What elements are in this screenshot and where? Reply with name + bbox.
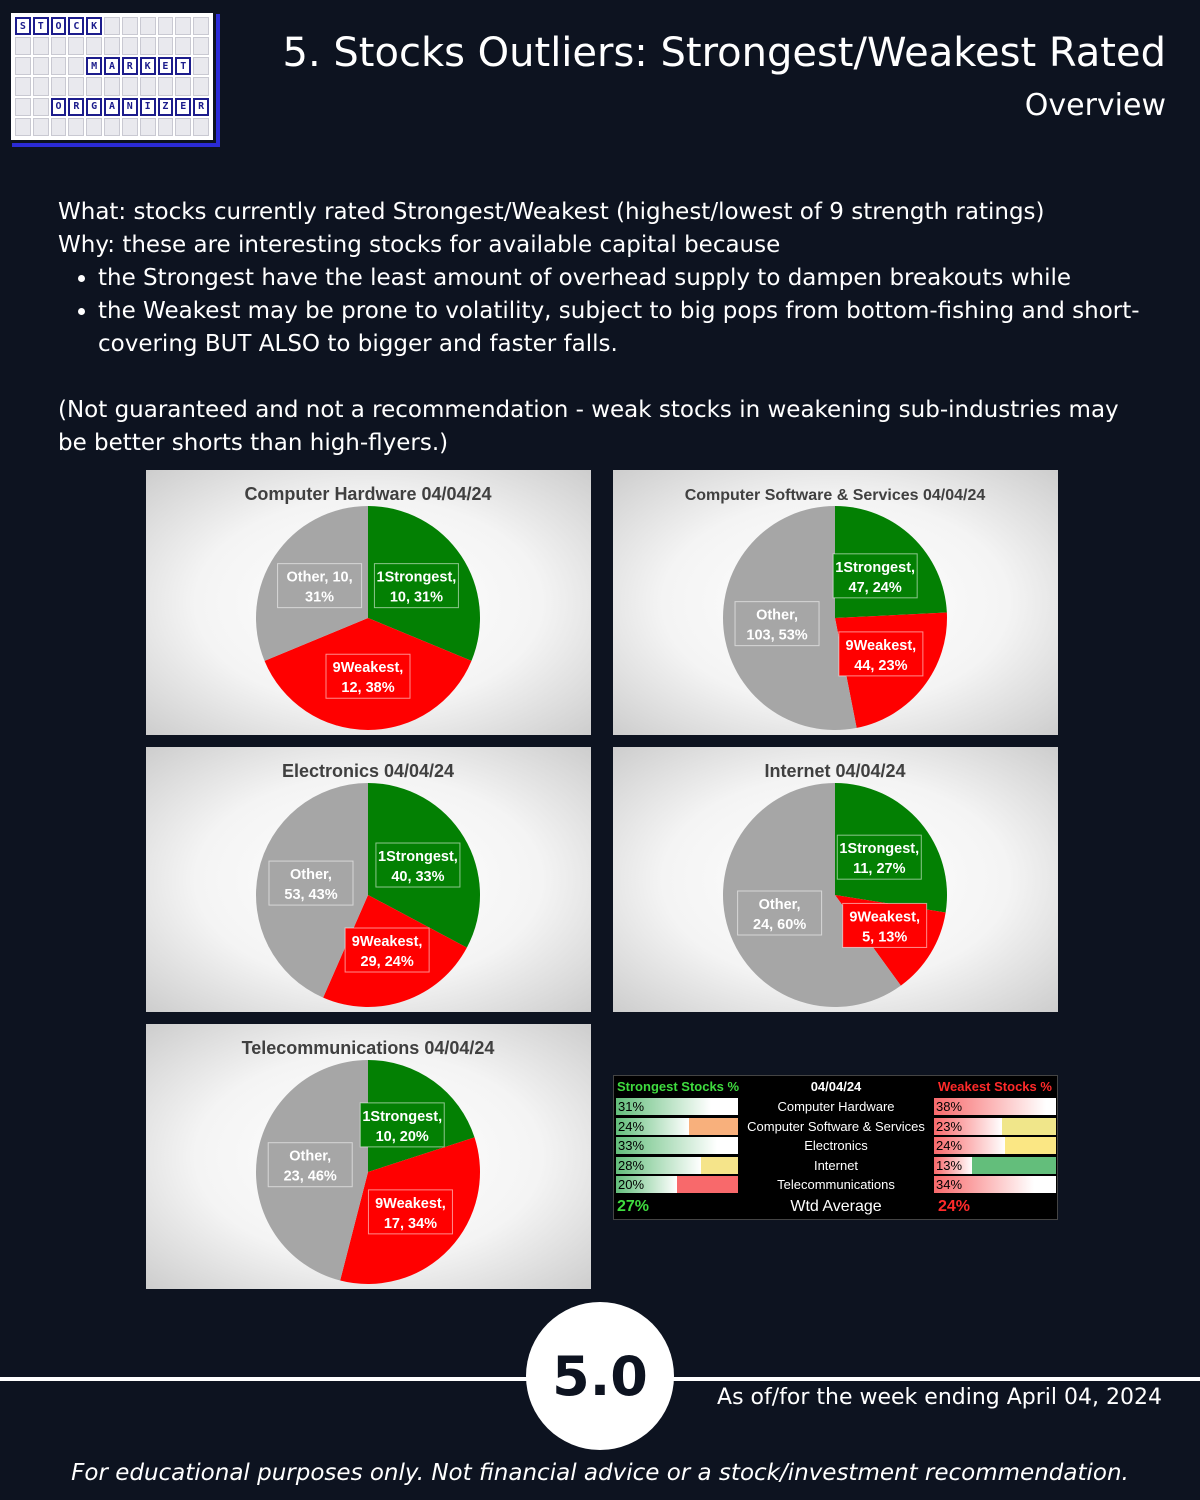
- pie-panel-computer-software: [613, 470, 1058, 735]
- logo-cell: [193, 37, 209, 55]
- weakest-value: 34%: [936, 1177, 963, 1193]
- strongest-value: 31%: [618, 1099, 645, 1114]
- pie-label-weakest: 9Weakest,: [845, 637, 917, 654]
- pie-value-other: 23, 46%: [283, 1168, 337, 1185]
- pie-label-strongest: 1Strongest,: [378, 849, 458, 866]
- sector-name: Computer Hardware: [777, 1099, 895, 1114]
- logo-cell: [86, 37, 102, 55]
- pie-value-strongest: 47, 24%: [848, 579, 902, 596]
- weakest-value: 13%: [936, 1157, 963, 1173]
- avg-strongest: 27%: [617, 1198, 650, 1215]
- logo-cell: K: [86, 17, 102, 35]
- logo-cell: [33, 37, 49, 55]
- logo-cell: [104, 17, 120, 35]
- logo-cell: [15, 57, 31, 75]
- logo-cell: [158, 77, 174, 95]
- logo-cell: [104, 77, 120, 95]
- logo-cell: A: [104, 98, 120, 116]
- logo-cell: [158, 37, 174, 55]
- logo-cell: [15, 98, 31, 116]
- logo-cell: [15, 118, 31, 136]
- sector-name: Computer Software & Services: [747, 1118, 925, 1134]
- logo-cell: [193, 17, 209, 35]
- pie-value-strongest: 10, 20%: [375, 1128, 429, 1145]
- intro-text: [58, 196, 1148, 361]
- intro-bullet-weakest: • the Weakest may be prone to volatility, subject to big pops from bottom-fishing and short-covering BUT ALSO to bigger and faster falls.: [98, 295, 1148, 361]
- logo-cell: I: [140, 98, 156, 116]
- intro-what: What: stocks currently rated Strongest/Weakest (highest/lowest of 9 strength ratings): [58, 199, 1045, 225]
- pie-value-weakest: 5, 13%: [862, 929, 908, 946]
- table-row: [614, 1156, 1059, 1175]
- table-date: 04/04/24: [810, 1079, 862, 1094]
- logo-cell: [158, 17, 174, 35]
- pie-value-other: 53, 43%: [284, 887, 338, 904]
- score-badge: 5.0: [526, 1302, 674, 1450]
- logo-cell: [122, 118, 138, 136]
- sector-name: Electronics: [804, 1138, 868, 1154]
- logo-cell: [193, 77, 209, 95]
- logo-cell: [140, 17, 156, 35]
- pie-value-weakest: 12, 38%: [341, 680, 395, 697]
- pie-chart-computer-hardware: [146, 470, 591, 735]
- logo-cell: [15, 37, 31, 55]
- logo-cell: R: [122, 57, 138, 75]
- logo-cell: [158, 118, 174, 136]
- table-row: [614, 1117, 1059, 1136]
- pie-panel-telecommunications: [146, 1024, 591, 1289]
- logo-cell: [86, 77, 102, 95]
- pie-value-strongest: 11, 27%: [853, 861, 906, 878]
- pie-value-weakest: 29, 24%: [360, 954, 414, 971]
- logo-cell: [33, 98, 49, 116]
- sector-name: Telecommunications: [777, 1177, 895, 1193]
- logo-cell: [193, 57, 209, 75]
- strongest-value: 20%: [618, 1177, 645, 1193]
- logo-cell: E: [175, 98, 191, 116]
- pie-label-other: Other,: [756, 607, 798, 624]
- pie-label-strongest: 1Strongest,: [835, 559, 916, 576]
- weakest-value: 24%: [936, 1138, 963, 1154]
- logo-cell: [175, 77, 191, 95]
- pie-label-other: Other,: [290, 867, 332, 884]
- logo-cell: O: [51, 98, 67, 116]
- logo-cell: [193, 118, 209, 136]
- logo-cell: [104, 37, 120, 55]
- logo-cell: [140, 77, 156, 95]
- weakest-value: 38%: [936, 1099, 963, 1114]
- pie-chart-computer-software: [613, 470, 1058, 735]
- pie-chart-internet: [613, 747, 1058, 1012]
- pie-panel-internet: [613, 747, 1058, 1012]
- pie-label-weakest: 9Weakest,: [332, 660, 404, 677]
- pie-panel-computer-hardware: [146, 470, 591, 735]
- avg-weakest: 24%: [938, 1198, 971, 1215]
- logo-cell: [122, 77, 138, 95]
- pie-panel-electronics: [146, 747, 591, 1012]
- strongest-value: 24%: [618, 1118, 645, 1134]
- logo-cell: [68, 77, 84, 95]
- weakest-value: 23%: [936, 1118, 963, 1134]
- logo-cell: [122, 17, 138, 35]
- intro-bullet-strongest: • the Strongest have the least amount of overhead supply to dampen breakouts while: [98, 262, 1148, 295]
- pie-value-other: 103, 53%: [746, 627, 808, 644]
- logo-cell: K: [140, 57, 156, 75]
- logo-cell: N: [122, 98, 138, 116]
- intro-bullets: [98, 262, 1148, 361]
- logo-cell: M: [86, 57, 102, 75]
- weakest-header: Weakest Stocks %: [938, 1079, 1052, 1094]
- logo-cell: [122, 37, 138, 55]
- logo-cell: [51, 118, 67, 136]
- avg-label: Wtd Average: [790, 1198, 882, 1215]
- logo-cell: T: [33, 17, 49, 35]
- pie-label-other: Other, 10,: [286, 569, 353, 586]
- logo-cell: [140, 37, 156, 55]
- pie-label-weakest: 9Weakest,: [375, 1195, 446, 1212]
- summary-table: [613, 1075, 1058, 1220]
- logo-cell: [175, 118, 191, 136]
- strongest-header: Strongest Stocks %: [617, 1079, 740, 1094]
- pie-title: Computer Hardware 04/04/24: [244, 484, 492, 504]
- disclaimer: For educational purposes only. Not financial advice or a stock/investment recommendation.: [71, 1460, 1129, 1486]
- logo-cell: G: [86, 98, 102, 116]
- logo-cell: O: [51, 17, 67, 35]
- pie-title: Internet 04/04/24: [764, 761, 906, 781]
- table-row: [614, 1175, 1059, 1194]
- pie-value-strongest: 10, 31%: [389, 589, 444, 606]
- logo-cell: [33, 77, 49, 95]
- logo-cell: [51, 57, 67, 75]
- pie-label-other: Other,: [758, 896, 801, 913]
- logo-cell: R: [193, 98, 209, 116]
- strongest-value: 28%: [618, 1157, 645, 1173]
- logo-cell: T: [175, 57, 191, 75]
- logo-cell: [175, 17, 191, 35]
- logo-cell: [68, 118, 84, 136]
- logo-cell: [68, 57, 84, 75]
- pie-value-weakest: 17, 34%: [383, 1215, 438, 1232]
- pie-title: Telecommunications 04/04/24: [241, 1038, 495, 1058]
- pie-chart-electronics: [146, 747, 591, 1012]
- logo-cell: A: [104, 57, 120, 75]
- logo-cell: [140, 118, 156, 136]
- logo-cell: S: [15, 17, 31, 35]
- pie-label-other: Other,: [289, 1148, 332, 1165]
- pie-title: Electronics 04/04/24: [281, 761, 455, 781]
- logo-cell: [51, 37, 67, 55]
- pie-chart-telecommunications: [146, 1024, 591, 1289]
- pie-label-weakest: 9Weakest,: [849, 909, 920, 926]
- logo-cell: [68, 37, 84, 55]
- table-row: [614, 1097, 1059, 1116]
- logo: [8, 10, 216, 143]
- pie-value-strongest: 40, 33%: [391, 869, 445, 886]
- logo-cell: [33, 57, 49, 75]
- pie-label-strongest: 1Strongest,: [376, 569, 457, 586]
- pie-value-other: 31%: [305, 589, 335, 606]
- pie-value-weakest: 44, 23%: [854, 657, 908, 674]
- logo-cell: [86, 118, 102, 136]
- pie-label-weakest: 9Weakest,: [351, 934, 423, 951]
- strongest-value: 33%: [618, 1138, 645, 1154]
- intro-why: Why: these are interesting stocks for available capital because: [58, 232, 781, 258]
- page-subtitle: Overview: [1024, 88, 1166, 123]
- as-of-date: As of/for the week ending April 04, 2024: [717, 1385, 1162, 1410]
- logo-cell: Z: [158, 98, 174, 116]
- logo-cell: E: [158, 57, 174, 75]
- pie-label-strongest: 1Strongest,: [362, 1108, 443, 1125]
- logo-cell: R: [68, 98, 84, 116]
- logo-cell: [175, 37, 191, 55]
- page-title: 5. Stocks Outliers: Strongest/Weakest Rated: [282, 30, 1166, 76]
- logo-cell: [51, 77, 67, 95]
- pie-title: Computer Software & Services 04/04/24: [684, 487, 986, 504]
- logo-cell: [15, 77, 31, 95]
- table-row: [614, 1136, 1059, 1155]
- logo-cell: C: [68, 17, 84, 35]
- sector-name: Internet: [813, 1157, 859, 1173]
- intro-note: (Not guaranteed and not a recommendation - weak stocks in weakening sub-industries may be better shorts than high-flyers.): [58, 397, 1119, 456]
- pie-label-strongest: 1Strongest,: [839, 841, 920, 858]
- logo-grid: [15, 17, 209, 136]
- pie-value-other: 24, 60%: [753, 916, 807, 933]
- logo-cell: [33, 118, 49, 136]
- logo-cell: [104, 118, 120, 136]
